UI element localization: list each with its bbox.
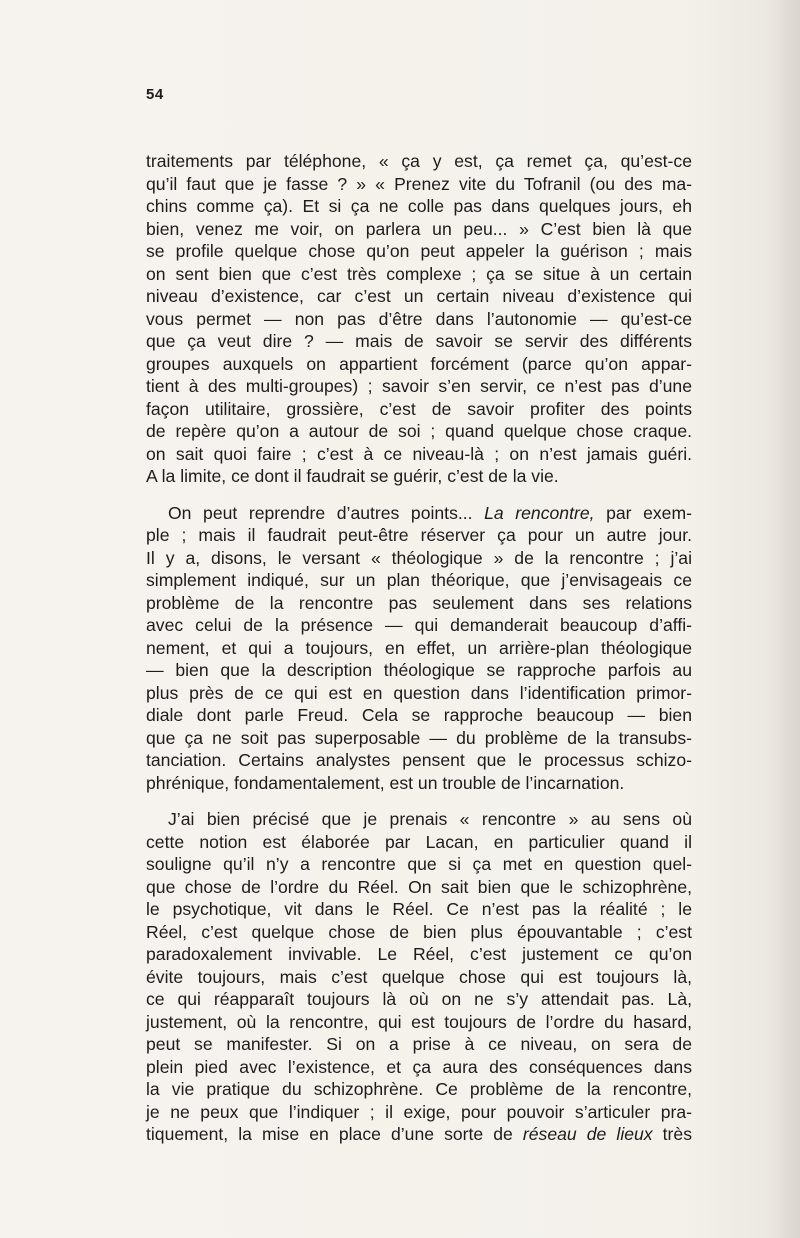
text-segment: tiquement, la mise en place d’une sorte de <box>146 1124 523 1144</box>
paragraph-3 <box>146 808 692 1146</box>
text-line: bien, venez me voir, on parlera un peu... » C’est bien là que <box>146 218 692 239</box>
text-line: que ça veut dire ? — mais de savoir se servir des différents <box>146 331 692 351</box>
text-line <box>146 1123 692 1146</box>
paragraph-1 <box>146 150 692 488</box>
text-segment: très <box>652 1124 692 1144</box>
page-number: 54 <box>146 86 164 103</box>
text-line: peut se manifester. Si on a prise à ce niveau, on sera de <box>146 1034 692 1054</box>
text-line <box>146 502 692 525</box>
text-line: plus près de ce qui est en question dans l’identification primor- <box>146 682 692 703</box>
text-line: souligne qu’il n’y a rencontre que si ça met en question quel- <box>146 854 692 874</box>
text-line: la vie pratique du schizophrène. Ce problème de la rencontre, <box>146 1079 692 1099</box>
text-line: ce qui réapparaît toujours là où on ne s’y attendait pas. Là, <box>146 989 692 1009</box>
text-line: on sait quoi faire ; c’est à ce niveau-là ; on n’est jamais guéri. <box>146 443 692 464</box>
text-line: je ne peux que l’indiquer ; il exige, pour pouvoir s’articuler pra- <box>146 1101 692 1122</box>
italic-phrase: La rencontre, <box>484 502 595 523</box>
text-line: ple ; mais il faudrait peut-être réserver ça pour un autre jour. <box>146 525 692 545</box>
text-line: groupes auxquels on appartient forcément (parce qu’on appar- <box>146 353 692 374</box>
text-line: que ça ne soit pas superposable — du problème de la transubs- <box>146 727 692 748</box>
text-line: phrénique, fondamentalement, est un trouble de l’incarnation. <box>146 772 625 793</box>
text-segment: On peut reprendre d’autres points... <box>168 502 485 523</box>
text-segment: par exem- <box>594 502 692 523</box>
text-line: Réel, c’est quelque chose de bien plus épouvantable ; c’est <box>146 921 692 942</box>
body-text <box>146 150 692 1146</box>
text-line: Il y a, disons, le versant « théologique » de la rencontre ; j’ai <box>146 547 692 568</box>
paragraph-2 <box>146 502 692 795</box>
text-line: A la limite, ce dont il faudrait se guérir, c’est de la vie. <box>146 466 559 486</box>
italic-phrase: réseau de lieux <box>522 1124 653 1144</box>
text-line: le psychotique, vit dans le Réel. Ce n’est pas la réalité ; le <box>146 899 692 919</box>
text-line: tanciation. Certains analystes pensent que le processus schizo- <box>146 750 692 770</box>
text-line: paradoxalement invivable. Le Réel, c’est justement ce qu’on <box>146 944 692 964</box>
text-line: J’ai bien précisé que je prenais « rencontre » au sens où <box>168 809 692 829</box>
text-line: tient à des multi-groupes) ; savoir s’en servir, ce n’est pas d’une <box>146 376 692 396</box>
text-line: problème de la rencontre pas seulement dans ses relations <box>146 592 692 613</box>
text-line: justement, où la rencontre, qui est toujours de l’ordre du hasard, <box>146 1011 692 1032</box>
text-line: avec celui de la présence — qui demanderait beaucoup d’affi- <box>146 615 692 635</box>
text-line: évite toujours, mais c’est quelque chose qui est toujours là, <box>146 966 692 987</box>
text-line: traitements par téléphone, « ça y est, ça remet ça, qu’est-ce <box>146 151 692 171</box>
text-line: plein pied avec l’existence, et ça aura des conséquences dans <box>146 1056 692 1077</box>
text-line: nement, et qui a toujours, en effet, un arrière-plan théologique <box>146 637 692 658</box>
text-line: façon utilitaire, grossière, c’est de savoir profiter des points <box>146 398 692 419</box>
text-line: de repère qu’on a autour de soi ; quand quelque chose craque. <box>146 421 692 441</box>
text-line: on sent bien que c’est très complexe ; ça se situe à un certain <box>146 263 692 284</box>
text-line: niveau d’existence, car c’est un certain niveau d’existence qui <box>146 286 692 306</box>
text-line: chins comme ça). Et si ça ne colle pas dans quelques jours, eh <box>146 196 692 216</box>
text-line: — bien que la description théologique se rapproche parfois au <box>146 660 692 680</box>
text-line: qu’il faut que je fasse ? » « Prenez vite du Tofranil (ou des ma- <box>146 173 692 194</box>
text-line: vous permet — non pas d’être dans l’autonomie — qu’est-ce <box>146 308 692 329</box>
text-line: cette notion est élaborée par Lacan, en particulier quand il <box>146 831 692 852</box>
text-line: se profile quelque chose qu’on peut appeler la guérison ; mais <box>146 241 692 261</box>
text-line: simplement indiqué, sur un plan théorique, que j’envisageais ce <box>146 570 692 590</box>
text-line: que chose de l’ordre du Réel. On sait bien que le schizophrène, <box>146 876 692 897</box>
text-line: diale dont parle Freud. Cela se rapproche beaucoup — bien <box>146 705 692 725</box>
